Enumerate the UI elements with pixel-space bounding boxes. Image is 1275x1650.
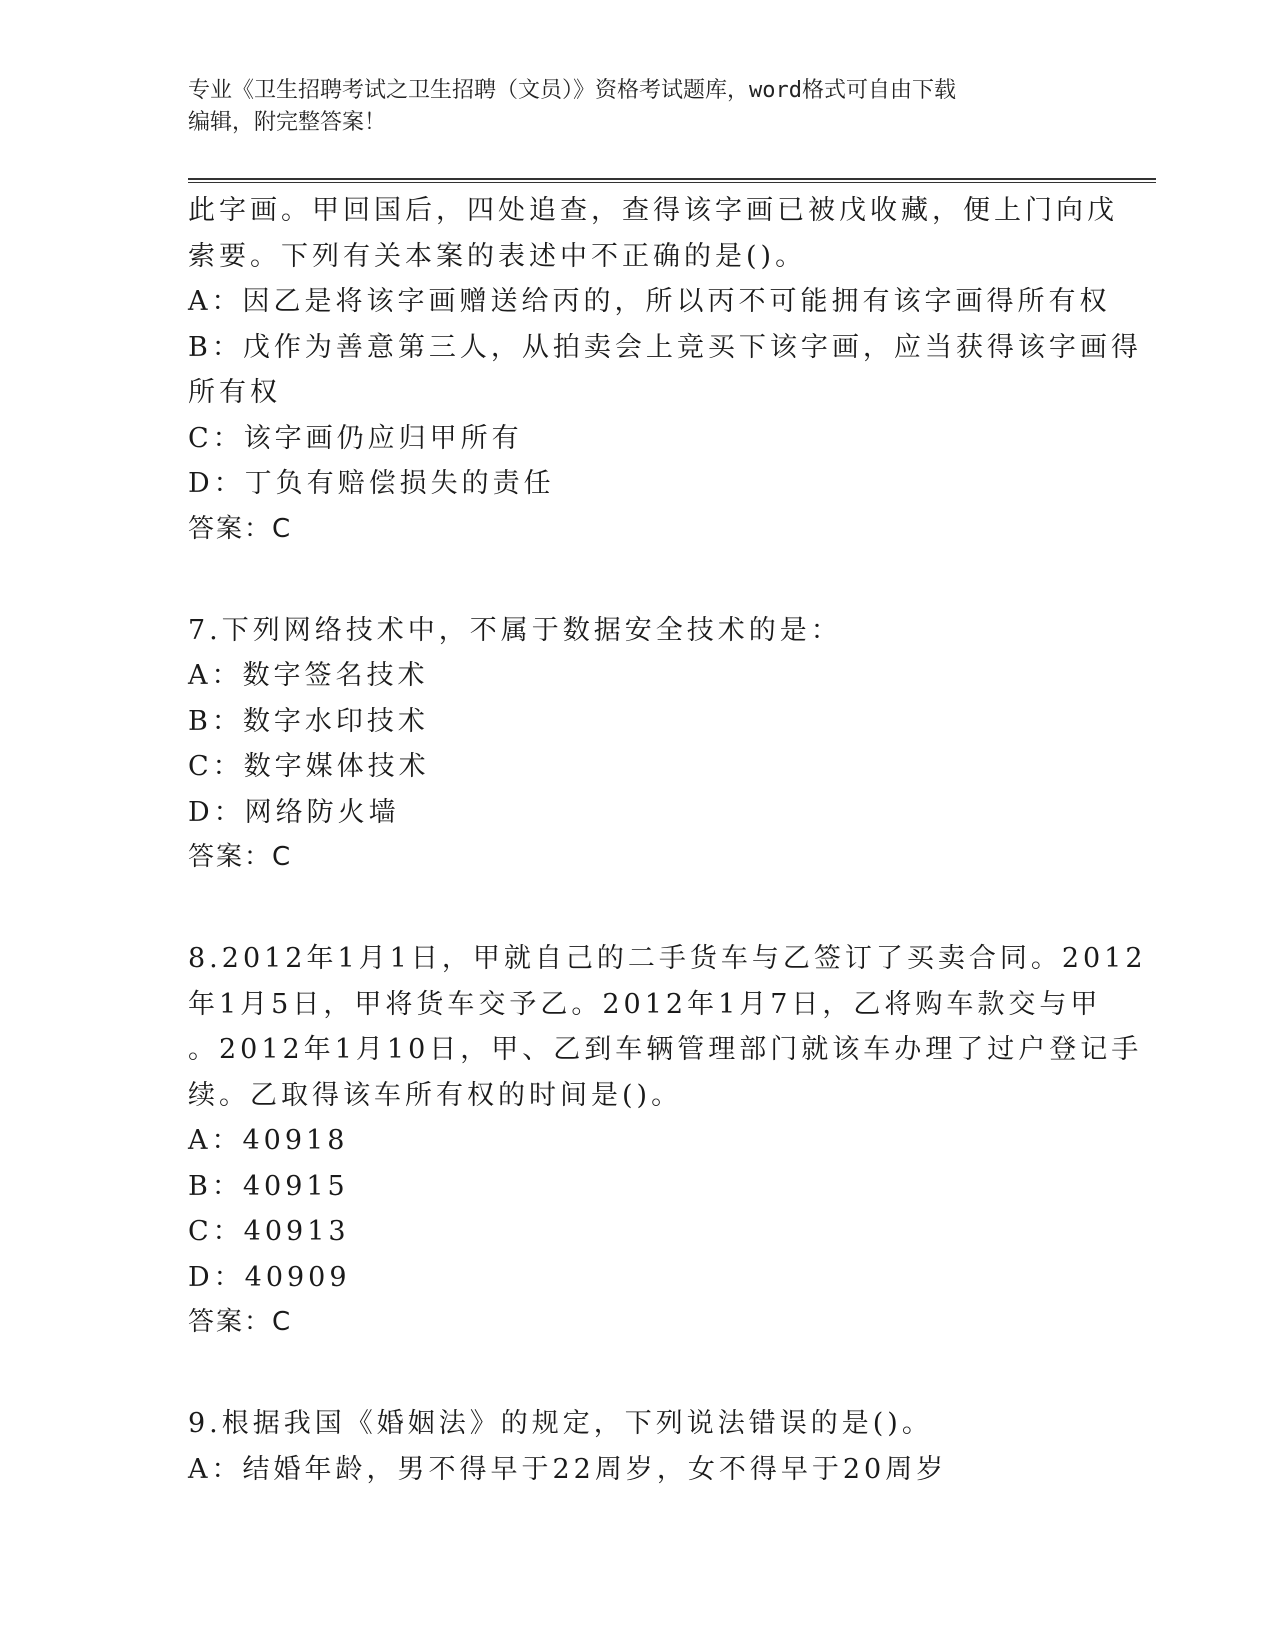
spacer <box>188 598 1088 608</box>
option-a: A：因乙是将该字画赠送给丙的，所以丙不可能拥有该字画得所有权 <box>188 286 1111 317</box>
spacer <box>188 926 1088 936</box>
spacer <box>188 1346 1088 1392</box>
question-6 <box>188 188 1142 552</box>
question-stem-line: 年1月5日，甲将货车交予乙。2012年1月7日，乙将购车款交与甲 <box>188 988 1102 1020</box>
header-title-line-2: 编辑，附完整答案！ <box>188 110 387 135</box>
option-c: C：数字媒体技术 <box>188 751 430 782</box>
question-stem-line: 索要。下列有关本案的表述中不正确的是()。 <box>188 240 807 272</box>
question-stem-line: 续。乙取得该车所有权的时间是()。 <box>188 1079 683 1111</box>
question-9 <box>188 1401 1088 1492</box>
spacer <box>188 881 1088 927</box>
answer-label: 答案：C <box>188 513 293 544</box>
question-stem: 7.下列网络技术中，不属于数据安全技术的是： <box>188 614 842 646</box>
option-c: C：该字画仍应归甲所有 <box>188 422 523 454</box>
option-a: A：40918 <box>188 1125 349 1156</box>
question-stem-line: 此字画。甲回国后，四处追查，查得该字画已被戊收藏，便上门向戊 <box>188 195 1118 226</box>
spacer <box>188 552 1088 598</box>
spacer <box>188 1391 1088 1401</box>
header-divider <box>188 178 1156 183</box>
option-c: C：40913 <box>188 1216 350 1247</box>
question-stem: 9.根据我国《婚姻法》的规定，下列说法错误的是()。 <box>188 1408 933 1439</box>
option-b: B：数字水印技术 <box>188 705 429 737</box>
answer-label: 答案：C <box>188 842 293 872</box>
question-stem-line: 。2012年1月10日，甲、乙到车辆管理部门就该车办理了过户登记手 <box>188 1034 1143 1065</box>
document-header <box>188 75 1088 139</box>
option-b-continued: 所有权 <box>188 377 281 408</box>
header-title-line-1: 专业《卫生招聘考试之卫生招聘（文员）》资格考试题库，word格式可自由下载 <box>188 78 956 103</box>
question-list <box>188 188 1147 1492</box>
option-a: A：结婚年龄，男不得早于22周岁，女不得早于20周岁 <box>188 1453 948 1485</box>
question-stem-line: 8.2012年1月1日，甲就自己的二手货车与乙签订了买卖合同。2012 <box>188 943 1147 974</box>
option-d: D：丁负有赔偿损失的责任 <box>188 468 555 499</box>
question-8 <box>188 936 1147 1346</box>
question-7 <box>188 608 1088 881</box>
option-a: A：数字签名技术 <box>188 660 429 691</box>
option-b: B：戊作为善意第三人，从拍卖会上竞买下该字画，应当获得该字画得 <box>188 331 1142 363</box>
option-b: B：40915 <box>188 1170 349 1202</box>
answer-label: 答案：C <box>188 1307 293 1337</box>
option-d: D：网络防火墙 <box>188 796 400 828</box>
option-d: D：40909 <box>188 1261 351 1293</box>
